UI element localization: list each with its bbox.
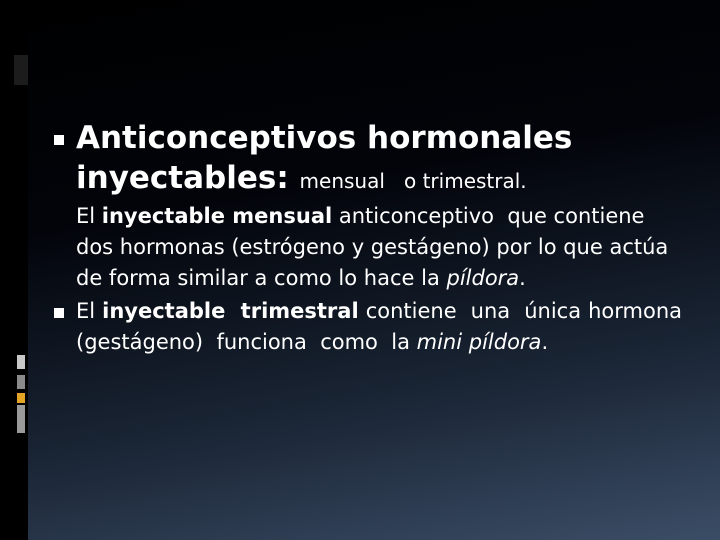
decorative-block bbox=[17, 405, 25, 433]
italic-text: píldora bbox=[446, 266, 520, 290]
bullet-item bbox=[52, 118, 682, 294]
italic-text: mini píldora bbox=[416, 330, 542, 354]
decorative-block bbox=[17, 355, 25, 369]
emphasis-text: inyectable trimestral bbox=[102, 299, 359, 323]
bullet-paragraph: El inyectable mensual anticonceptivo que contiene dos hormonas (estrógeno y gestágeno) por lo que actúa de forma similar a como lo hace la píldora. bbox=[76, 204, 675, 290]
square-bullet-icon bbox=[54, 308, 64, 318]
slide-content bbox=[52, 118, 696, 358]
bullet-title: Anticonceptivos hormonales bbox=[76, 120, 573, 156]
bullet-paragraph: El inyectable trimestral contiene una única hormona (gestágeno) funciona como la mini píldora. bbox=[76, 299, 696, 354]
bullet-item bbox=[52, 296, 696, 358]
decorative-bar bbox=[14, 55, 28, 85]
decorative-block-accent bbox=[17, 393, 25, 403]
emphasis-text: inyectable mensual bbox=[101, 204, 333, 228]
square-bullet-icon bbox=[54, 135, 64, 145]
bullet-subtitle: mensual o trimestral. bbox=[299, 169, 527, 193]
bullet-title-line2: inyectables: mensual o trimestral. bbox=[76, 160, 527, 196]
decorative-block bbox=[17, 375, 25, 389]
